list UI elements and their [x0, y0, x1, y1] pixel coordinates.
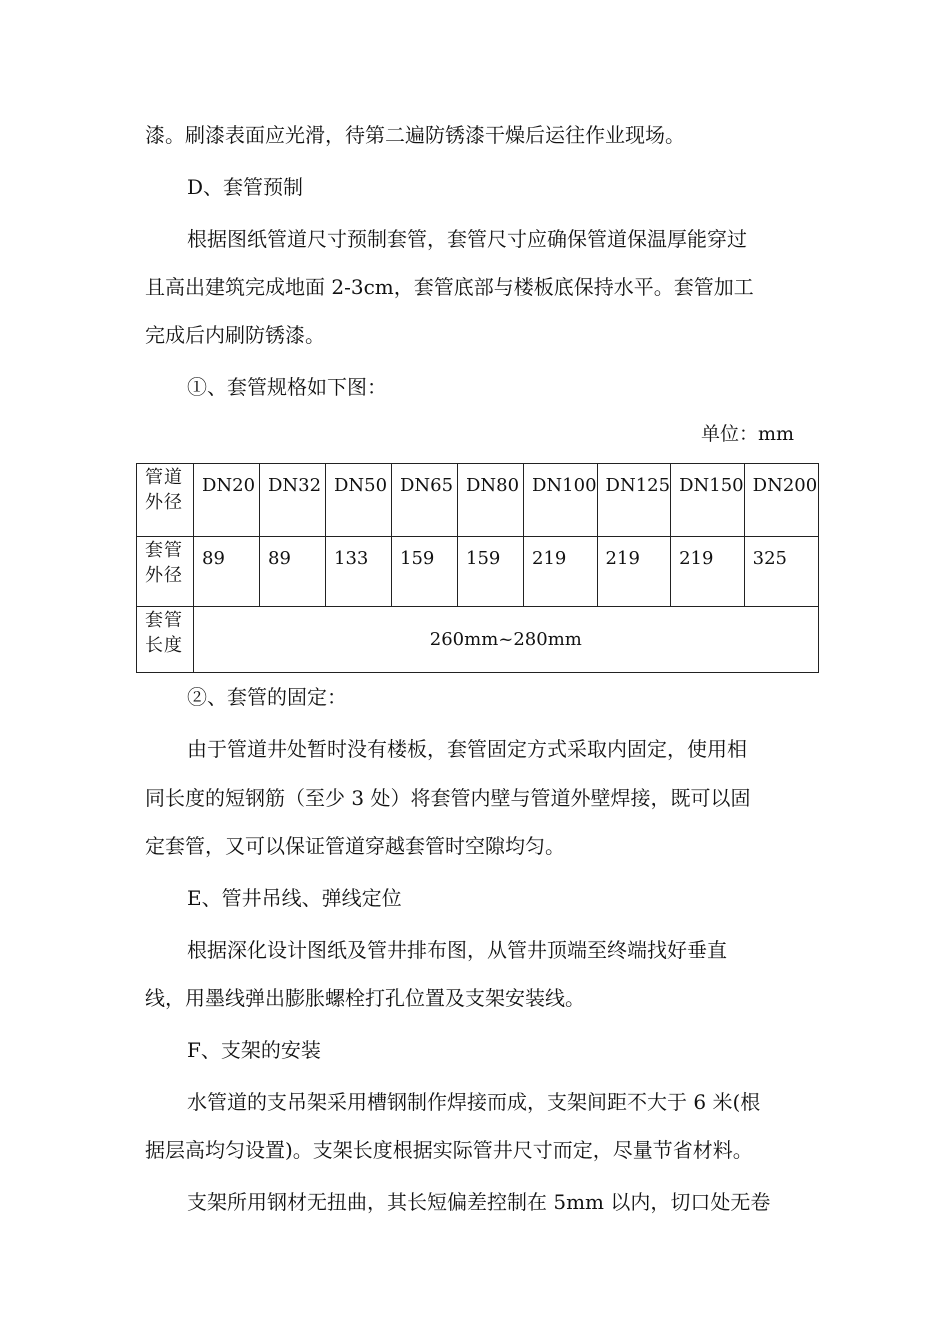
paragraph-line: 支架所用钢材无扭曲，其长短偏差控制在 5mm 以内，切口处无卷 [187, 1190, 771, 1214]
section-heading-d: D、套管预制 [187, 175, 304, 199]
paragraph-line: 根据图纸管道尺寸预制套管，套管尺寸应确保管道保温厚能穿过 [187, 227, 747, 251]
paragraph-line: 定套管，又可以保证管道穿越套管时空隙均匀。 [145, 834, 565, 858]
paragraph-line: 同长度的短钢筋（至少 3 处）将套管内壁与管道外壁焊接，既可以固 [145, 786, 751, 810]
paragraph-line: 据层高均匀设置)。支架长度根据实际管井尺寸而定，尽量节省材料。 [145, 1138, 753, 1162]
subheading-fixing: ②、套管的固定： [187, 685, 347, 709]
paragraph-line: 根据深化设计图纸及管井排布图，从管井顶端至终端找好垂直 [187, 938, 727, 962]
casing-length-value: 260mm~280mm [194, 607, 819, 673]
table-cell: DN50 [326, 464, 392, 537]
row-header-line: 套管 [145, 610, 183, 631]
casing-spec-table [136, 463, 819, 673]
paragraph-line: 由于管道井处暂时没有楼板，套管固定方式采取内固定，使用相 [187, 737, 747, 761]
table-cell: DN80 [458, 464, 524, 537]
table-cell: DN20 [194, 464, 260, 537]
table-caption: ①、套管规格如下图： [187, 375, 387, 399]
table-cell: DN150 [671, 464, 745, 537]
row-header-casing-length [137, 607, 194, 673]
row-header-line: 外径 [145, 492, 183, 513]
table-cell: 89 [194, 537, 260, 607]
table-cell: 219 [597, 537, 671, 607]
unit-label: 单位：mm [701, 423, 795, 445]
table-row [137, 464, 819, 537]
row-header-line: 长度 [145, 635, 183, 656]
table-row [137, 537, 819, 607]
table-cell: 89 [260, 537, 326, 607]
table-cell: DN100 [524, 464, 598, 537]
table-cell: 219 [671, 537, 745, 607]
table-cell: 325 [744, 537, 818, 607]
table-cell: 219 [524, 537, 598, 607]
section-heading-e: E、管井吊线、弹线定位 [187, 886, 402, 910]
paragraph-line: 水管道的支吊架采用槽钢制作焊接而成，支架间距不大于 6 米(根 [187, 1090, 761, 1114]
table-cell: 159 [392, 537, 458, 607]
paragraph-line: 完成后内刷防锈漆。 [145, 323, 325, 347]
table-row [137, 607, 819, 673]
row-header-line: 外径 [145, 565, 183, 586]
row-header-line: 管道 [145, 467, 183, 488]
paragraph-line: 且高出建筑完成地面 2-3cm，套管底部与楼板底保持水平。套管加工 [145, 275, 754, 299]
table-cell: DN32 [260, 464, 326, 537]
table-cell: 133 [326, 537, 392, 607]
row-header-pipe-od [137, 464, 194, 537]
table-cell: DN125 [597, 464, 671, 537]
row-header-casing-od [137, 537, 194, 607]
section-heading-f: F、支架的安装 [187, 1038, 321, 1062]
table-cell: DN65 [392, 464, 458, 537]
table-cell: 159 [458, 537, 524, 607]
table-cell: DN200 [744, 464, 818, 537]
row-header-line: 套管 [145, 540, 183, 561]
paragraph-line: 线，用墨线弹出膨胀螺栓打孔位置及支架安装线。 [145, 986, 585, 1010]
paragraph-line: 漆。刷漆表面应光滑，待第二遍防锈漆干燥后运往作业现场。 [145, 123, 685, 147]
